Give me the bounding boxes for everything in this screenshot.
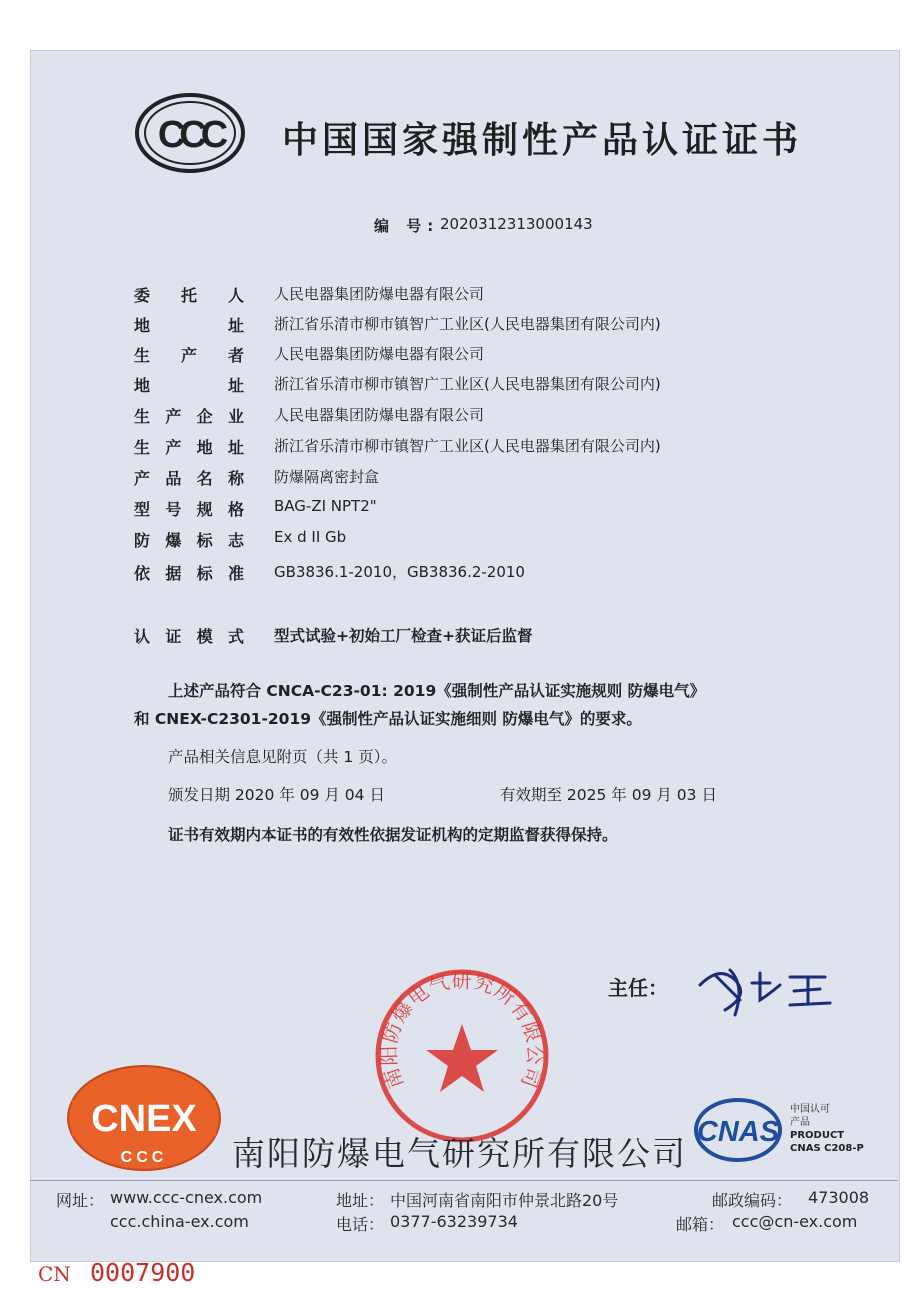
cnas-logo-text: CNAS: [696, 1116, 780, 1148]
info-row-value: 浙江省乐清市柳市镇智广工业区(人民电器集团有限公司内): [274, 375, 661, 393]
info-row-label: 委 托 人: [134, 286, 244, 305]
info-row-label: 产 品 名 称: [134, 469, 244, 488]
expiry-date: 有效期至 2025 年 09 月 03 日: [500, 786, 717, 804]
info-row-label: 生 产 企 业: [134, 407, 244, 426]
footer-divider: [30, 1180, 898, 1181]
cnex-logo-subtext: CCC: [120, 1149, 168, 1166]
info-row-value: BAG-ZI NPT2": [274, 497, 377, 515]
ccc-logo: [134, 92, 246, 174]
info-row-label: 型 号 规 格: [134, 500, 244, 519]
validity-note: 证书有效期内本证书的有效性依据发证机构的定期监督获得保持。: [168, 826, 618, 844]
cnas-logo: [692, 1092, 792, 1164]
info-row-value: 人民电器集团防爆电器有限公司: [274, 406, 485, 424]
conformity-line-1: 上述产品符合 CNCA-C23-01: 2019《强制性产品认证实施规则 防爆电气》: [168, 682, 706, 700]
issue-date: 颁发日期 2020 年 09 月 04 日: [168, 786, 385, 804]
info-row-value: GB3836.1-2010，GB3836.2-2010: [274, 563, 525, 581]
phone-label: 电话：: [336, 1215, 385, 1234]
ccc-logo-text: CCC: [157, 114, 223, 156]
director-signature: [690, 955, 840, 1025]
postcode-label: 邮政编码：: [712, 1191, 793, 1210]
info-row-label: 地 址: [134, 316, 244, 335]
cnex-logo: [66, 1064, 222, 1172]
cnas-caption: [790, 1103, 864, 1155]
info-row-value: 浙江省乐清市柳市镇智广工业区(人民电器集团有限公司内): [274, 437, 661, 455]
cert-mode-label: 认 证 模 式: [134, 627, 244, 646]
attachment-note: 产品相关信息见附页（共 1 页）。: [168, 748, 397, 766]
info-row-label: 生 产 者: [134, 346, 244, 365]
page-title: 中国国家强制性产品认证证书: [282, 120, 803, 161]
seal-text: 南阳防爆电气研究所有限公司: [376, 968, 548, 1092]
email: ccc@cn-ex.com: [732, 1212, 858, 1231]
serial-number: 0007900: [90, 1258, 196, 1287]
official-seal: [372, 966, 552, 1146]
cert-mode-value: 型式试验+初始工厂检查+获证后监督: [274, 627, 533, 645]
cnas-caption-1: 中国认可: [790, 1104, 830, 1115]
phone: 0377-63239734: [390, 1212, 518, 1231]
info-row-value: 防爆隔离密封盒: [274, 468, 380, 486]
conformity-line-2: 和 CNEX-C2301-2019《强制性产品认证实施细则 防爆电气》的要求。: [134, 710, 642, 728]
info-row-value: 浙江省乐清市柳市镇智广工业区(人民电器集团有限公司内): [274, 315, 661, 333]
info-row-value: Ex d II Gb: [274, 528, 347, 546]
address: 中国河南省南阳市仲景北路20号: [390, 1191, 619, 1210]
cnas-caption-4: CNAS C208-P: [790, 1143, 864, 1154]
info-row-value: 人民电器集团防爆电器有限公司: [274, 285, 485, 303]
cert-number-label: 编 号:: [374, 217, 440, 235]
website-label: 网址：: [56, 1191, 105, 1210]
cnas-caption-3: PRODUCT: [790, 1130, 845, 1141]
website: www.ccc-cnex.com: [110, 1188, 263, 1207]
director-label: 主任：: [608, 976, 668, 1000]
serial-prefix: CN: [38, 1262, 71, 1286]
email-label: 邮箱：: [676, 1215, 725, 1234]
info-row-label: 生 产 地 址: [134, 438, 244, 457]
info-row-label: 地 址: [134, 376, 244, 395]
website-2: ccc.china-ex.com: [110, 1212, 249, 1231]
cnas-caption-2: 产品: [790, 1117, 810, 1128]
info-row-value: 人民电器集团防爆电器有限公司: [274, 345, 485, 363]
info-row-label: 依 据 标 准: [134, 564, 244, 583]
postcode: 473008: [808, 1188, 870, 1207]
address-label: 地址：: [336, 1191, 385, 1210]
info-row-label: 防 爆 标 志: [134, 531, 244, 550]
issuer-company: 南阳防爆电气研究所有限公司: [232, 1134, 687, 1173]
cnex-logo-text: CNEX: [91, 1098, 197, 1140]
cert-number: 2020312313000143: [440, 215, 593, 233]
